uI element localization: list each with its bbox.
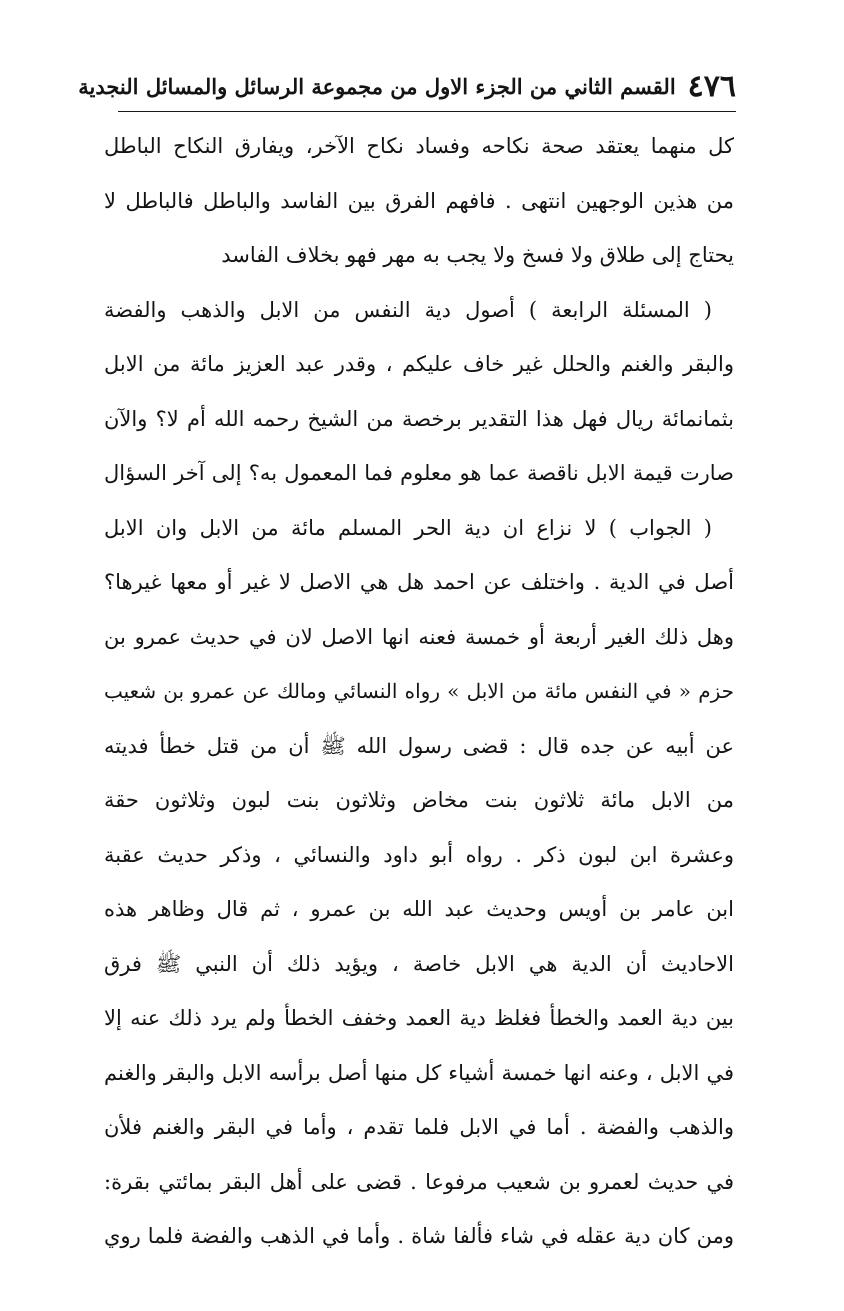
- text-line: ( الجواب ) لا نزاع ان دية الحر المسلم مائة من الابل وان الابل: [104, 515, 712, 540]
- text-line: والبقر والغنم والحلل غير خاف عليكم ، وقدر عبد العزيز مائة من الابل: [104, 352, 734, 376]
- text-line: وهل ذلك الغير أربعة أو خمسة فعنه انها الاصل لان في حديث عمرو بن: [104, 624, 734, 649]
- page-header: [78, 64, 736, 108]
- text-line: أصل في الدية . واختلف عن احمد هل هي الاصل لا غير أو معها غيرها؟: [104, 570, 734, 594]
- text-line: وعشرة ابن لبون ذكر . رواه أبو داود والنسائي ، وذكر حديث عقبة: [104, 842, 734, 867]
- text-line: عن أبيه عن جده قال : قضى رسول الله ﷺ أن من قتل خطأ فديته: [104, 733, 734, 758]
- text-line: بثمانمائة ريال فهل هذا التقدير برخصة من الشيخ رحمه الله أم لا؟ والآن: [104, 406, 734, 431]
- text-line: كل منهما يعتقد صحة نكاحه وفساد نكاح الآخر، ويفارق النكاح الباطل: [104, 134, 734, 158]
- text-line: يحتاج إلى طلاق ولا فسخ ولا يجب به مهر فهو بخلاف الفاسد: [221, 243, 734, 267]
- text-line: في الابل ، وعنه انها خمسة أشياء كل منها أصل برأسه الابل والبقر والغنم: [104, 1060, 734, 1085]
- text-line: بين دية العمد والخطأ فغلظ دية العمد وخفف الخطأ ولم يرد ذلك عنه إلا: [104, 1006, 734, 1030]
- text-line: ابن عامر بن أويس وحديث عبد الله بن عمرو ، ثم قال وظاهر هذه: [104, 897, 734, 921]
- text-line: ومن كان دية عقله في شاء فألفا شاة . وأما في الذهب والفضة فلما روي: [104, 1224, 734, 1248]
- running-title: القسم الثاني من الجزء الاول من مجموعة الرسائل والمسائل النجدية: [78, 73, 676, 99]
- page-number: ٤٧٦: [687, 68, 736, 104]
- text-line: والذهب والفضة . أما في الابل فلما تقدم ، وأما في البقر والغنم فلأن: [104, 1115, 734, 1139]
- text-line: حزم « في النفس مائة من الابل » رواه النسائي ومالك عن عمرو بن شعيب: [104, 679, 734, 703]
- body-text: [104, 119, 734, 1264]
- text-line: في حديث لعمرو بن شعيب مرفوعا . قضى على أهل البقر بمائتي بقرة:: [104, 1169, 734, 1194]
- text-line: من هذين الوجهين انتهى . فافهم الفرق بين الفاسد والباطل فالباطل لا: [104, 188, 734, 213]
- text-line: الاحاديث أن الدية هي الابل خاصة ، ويؤيد ذلك أن النبي ﷺ فرق: [104, 951, 734, 976]
- text-line: ( المسئلة الرابعة ) أصول دية النفس من الابل والذهب والفضة: [104, 297, 712, 322]
- text-line: من الابل مائة ثلاثون بنت مخاض وثلاثون بنت لبون وثلاثون حقة: [104, 788, 734, 812]
- text-line: صارت قيمة الابل ناقصة عما هو معلوم فما المعمول به؟ إلى آخر السؤال: [104, 461, 734, 485]
- header-rule: [118, 111, 736, 112]
